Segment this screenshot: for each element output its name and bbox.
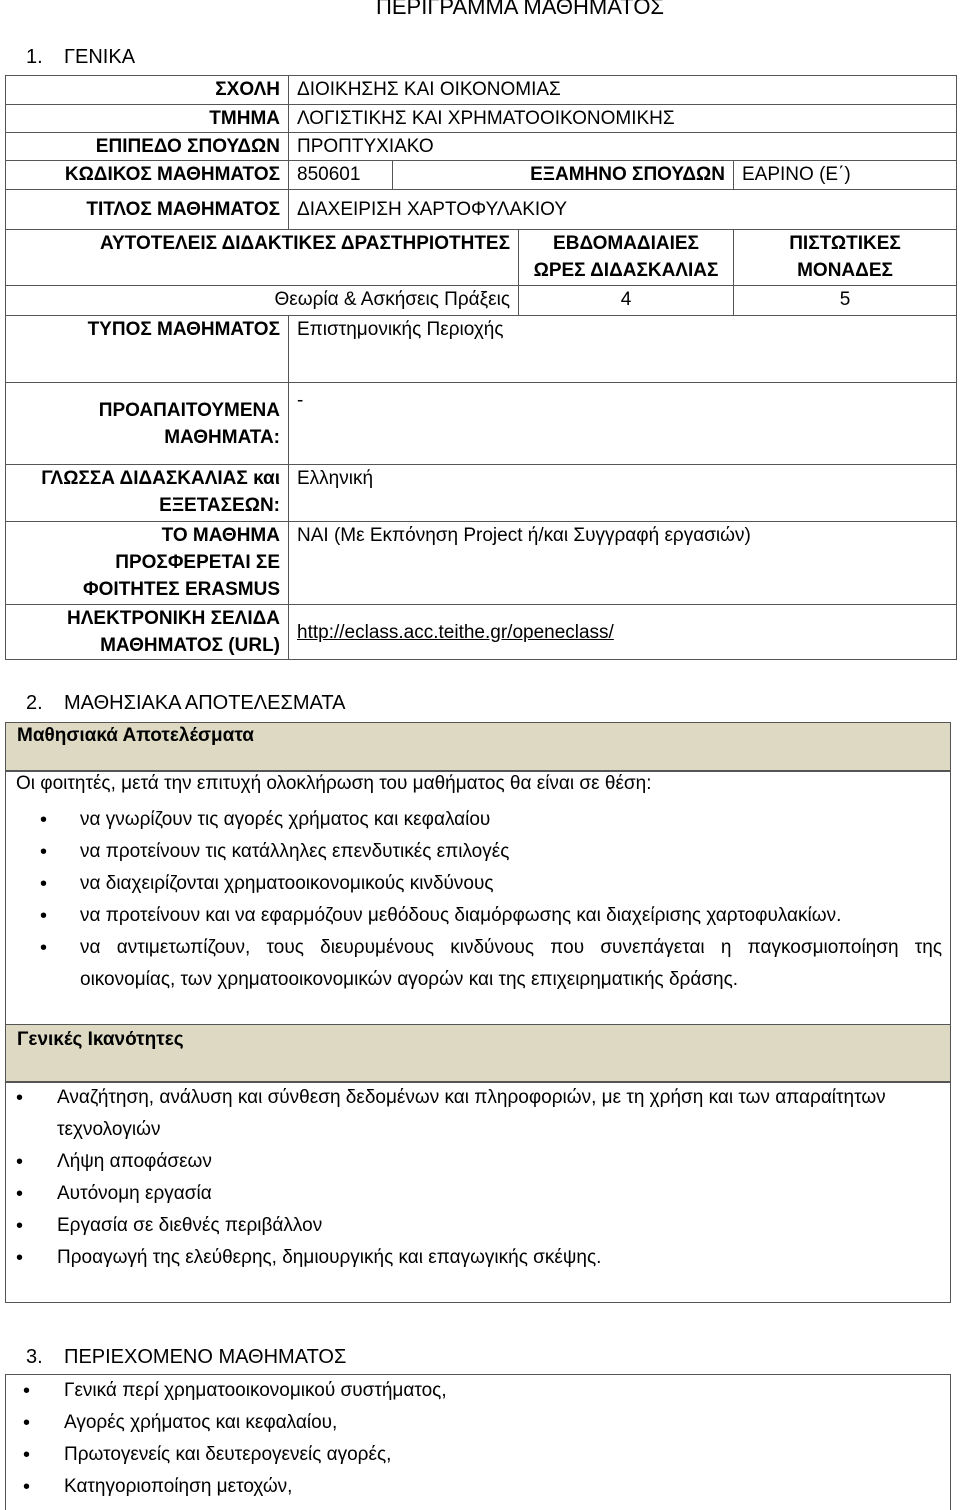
credits-value: 5 (734, 286, 957, 316)
bullet-icon: • (23, 1412, 31, 1434)
section-2-title: ΜΑΘΗΣΙΑΚΑ ΑΠΟΤΕΛΕΣΜΑΤΑ (64, 692, 346, 714)
list-item (40, 932, 942, 996)
list-item-text: Αγορές χρήματος και κεφαλαίου, (64, 1412, 338, 1433)
course-url-link[interactable]: http://eclass.acc.teithe.gr/openeclass/ (297, 621, 614, 643)
hours-label (519, 230, 734, 286)
bullet-icon: • (23, 1476, 31, 1498)
list-item-text: να αντιμετωπίζουν, τους διευρυμένους κινδύνους που συνεπάγεται η παγκοσμιοποίηση της οικονομίας, των χρηματοοικονομικών αγορών και της επιχειρηματικής δράσης. (80, 937, 942, 990)
list-item-text: να γνωρίζουν τις αγορές χρήματος και κεφαλαίου (80, 809, 491, 830)
language-label (6, 465, 289, 522)
section-1-number: 1. (26, 46, 43, 68)
outcomes-header (5, 722, 951, 772)
semester-label: ΕΞΑΜΗΝΟ ΣΠΟΥΔΩΝ (393, 161, 734, 190)
bullet-icon: • (16, 1087, 24, 1109)
school-label: ΣΧΟΛΗ (6, 76, 289, 105)
erasmus-label-line-3: ΦΟΙΤΗΤΕΣ ERASMUS (83, 579, 280, 600)
hours-label-line-1: ΕΒΔΟΜΑΔΙΑΙΕΣ (553, 233, 699, 254)
level-label: ΕΠΙΠΕΔΟ ΣΠΟΥΔΩΝ (6, 133, 289, 161)
semester-value: ΕΑΡΙΝΟ (Ε΄) (734, 161, 957, 190)
prereq-label-line-1: ΠΡΟΑΠΑΙΤΟΥΜΕΝΑ (98, 399, 280, 421)
type-value: Επιστημονικής Περιοχής (289, 316, 957, 383)
list-item-text: Πρωτογενείς και δευτερογενείς αγορές, (64, 1444, 392, 1465)
erasmus-label-line-1: ΤΟ ΜΑΘΗΜΑ (161, 525, 280, 546)
bullet-icon: • (16, 1215, 24, 1237)
credits-label-line-2: ΜΟΝΑΔΕΣ (797, 260, 893, 281)
document-title: ΠΕΡΙΓΡΑΜΜΑ ΜΑΘΗΜΑΤΟΣ (375, 0, 665, 19)
bullet-icon: • (23, 1380, 31, 1402)
section-2-number: 2. (26, 692, 43, 714)
list-item (40, 868, 942, 900)
list-item (40, 836, 942, 868)
bullet-icon: • (40, 809, 48, 831)
dept-value: ΛΟΓΙΣΤΙΚΗΣ ΚΑΙ ΧΡΗΜΑΤΟΟΙΚΟΝΟΜΙΚΗΣ (289, 105, 957, 133)
list-item-text: να προτείνουν και να εφαρμόζουν μεθόδους διαμόρφωσης και διαχείρισης χαρτοφυλακίων. (80, 905, 842, 926)
general-info-table (5, 75, 957, 660)
bullet-icon: • (16, 1151, 24, 1173)
list-item-text: Γενικά περί χρηματοοικονομικού συστήματος, (64, 1380, 447, 1401)
code-value: 850601 (289, 161, 393, 190)
dept-row (6, 105, 957, 133)
dept-label: ΤΜΗΜΑ (6, 105, 289, 133)
list-item-text: Αναζήτηση, ανάλυση και σύνθεση δεδομένων και πληροφοριών, με τη χρήση και των απαραίτητων τεχνολογιών (57, 1087, 886, 1140)
list-item (23, 1375, 944, 1407)
list-item-text: να διαχειρίζονται χρηματοοικονομικούς κινδύνους (80, 873, 494, 894)
list-item (16, 1082, 937, 1146)
credits-label (734, 230, 957, 286)
list-item-text: Προαγωγή της ελεύθερης, δημιουργικής και επαγωγικής σκέψης. (57, 1247, 602, 1268)
erasmus-label-line-2: ΠΡΟΣΦΕΡΕΤΑΙ ΣΕ (115, 552, 280, 573)
activities-head-row (6, 230, 957, 286)
school-value: ΔΙΟΙΚΗΣΗΣ ΚΑΙ ΟΙΚΟΝΟΜΙΑΣ (289, 76, 957, 105)
outcomes-intro: Οι φοιτητές, μετά την επιτυχή ολοκλήρωση του μαθήματος θα είναι σε θέση: (16, 773, 652, 794)
activity-value: Θεωρία & Ασκήσεις Πράξεις (6, 286, 519, 316)
language-value: Ελληνική (289, 465, 957, 522)
bullet-icon: • (40, 841, 48, 863)
skills-header (5, 1024, 951, 1083)
list-item (40, 900, 942, 932)
bullet-icon: • (16, 1183, 24, 1205)
list-item (23, 1471, 944, 1503)
erasmus-row (6, 522, 957, 605)
url-label (6, 605, 289, 660)
url-label-line-1: ΗΛΕΚΤΡΟΝΙΚΗ ΣΕΛΙΔΑ (67, 608, 280, 629)
section-3-title: ΠΕΡΙΕΧΟΜΕΝΟ ΜΑΘΗΜΑΤΟΣ (64, 1346, 347, 1368)
level-value: ΠΡΟΠΤΥΧΙΑΚΟ (289, 133, 957, 161)
school-row (6, 76, 957, 105)
erasmus-label (6, 522, 289, 605)
activity-row (6, 286, 957, 316)
outcomes-list (40, 804, 942, 996)
skills-header-label: Γενικές Ικανότητες (17, 1029, 184, 1050)
prereq-row (6, 383, 957, 465)
bullet-icon: • (23, 1444, 31, 1466)
list-item-text: Λήψη αποφάσεων (57, 1151, 212, 1172)
outcomes-header-label: Μαθησιακά Αποτελέσματα (17, 725, 254, 746)
section-1-heading (26, 46, 135, 69)
list-item (40, 804, 942, 836)
code-row (6, 161, 957, 190)
list-item (16, 1210, 937, 1242)
language-label-line-1: ΓΛΩΣΣΑ ΔΙΔΑΣΚΑΛΙΑΣ και (41, 468, 280, 489)
level-row (6, 133, 957, 161)
list-item (16, 1146, 937, 1178)
language-row (6, 465, 957, 522)
list-item (23, 1439, 944, 1471)
type-row (6, 316, 957, 383)
activities-label: ΑΥΤΟΤΕΛΕΙΣ ΔΙΔΑΚΤΙΚΕΣ ΔΡΑΣΤΗΡΙΟΤΗΤΕΣ (6, 230, 519, 286)
url-row (6, 605, 957, 660)
list-item (16, 1242, 937, 1274)
url-label-line-2: ΜΑΘΗΜΑΤΟΣ (URL) (100, 635, 280, 656)
prereq-label-line-2: ΜΑΘΗΜΑΤΑ: (164, 426, 280, 448)
section-3-number: 3. (26, 1346, 43, 1368)
list-item-text: Αυτόνομη εργασία (57, 1183, 212, 1204)
list-item (23, 1407, 944, 1439)
erasmus-value: ΝΑΙ (Με Εκπόνηση Project ή/και Συγγραφή εργασιών) (289, 522, 957, 605)
list-item-text: Εργασία σε διεθνές περιβάλλον (57, 1215, 323, 1236)
type-label: ΤΥΠΟΣ ΜΑΘΗΜΑΤΟΣ (6, 316, 289, 383)
bullet-icon: • (40, 905, 48, 927)
hours-value: 4 (519, 286, 734, 316)
language-label-line-2: ΕΞΕΤΑΣΕΩΝ: (159, 495, 280, 516)
list-item (16, 1178, 937, 1210)
credits-label-line-1: ΠΙΣΤΩΤΙΚΕΣ (789, 233, 901, 254)
prereq-value: - (289, 383, 957, 465)
course-title-value: ΔΙΑΧΕΙΡΙΣΗ ΧΑΡΤΟΦΥΛΑΚΙΟΥ (289, 190, 957, 230)
bullet-icon: • (40, 937, 48, 959)
bullet-icon: • (40, 873, 48, 895)
list-item-text: Κατηγοριοποίηση μετοχών, (64, 1476, 293, 1497)
hours-label-line-2: ΩΡΕΣ ΔΙΔΑΣΚΑΛΙΑΣ (533, 260, 719, 281)
section-2-heading (26, 692, 345, 715)
prereq-label (6, 383, 289, 465)
section-1-title: ΓΕΝΙΚΑ (64, 46, 136, 68)
list-item-text: να προτείνουν τις κατάλληλες επενδυτικές επιλογές (80, 841, 510, 862)
content-list (23, 1375, 944, 1503)
bullet-icon: • (16, 1247, 24, 1269)
course-title-label: ΤΙΤΛΟΣ ΜΑΘΗΜΑΤΟΣ (6, 190, 289, 230)
course-title-row (6, 190, 957, 230)
code-label: ΚΩΔΙΚΟΣ ΜΑΘΗΜΑΤΟΣ (6, 161, 289, 190)
section-3-heading (26, 1346, 346, 1369)
skills-list (16, 1082, 937, 1274)
